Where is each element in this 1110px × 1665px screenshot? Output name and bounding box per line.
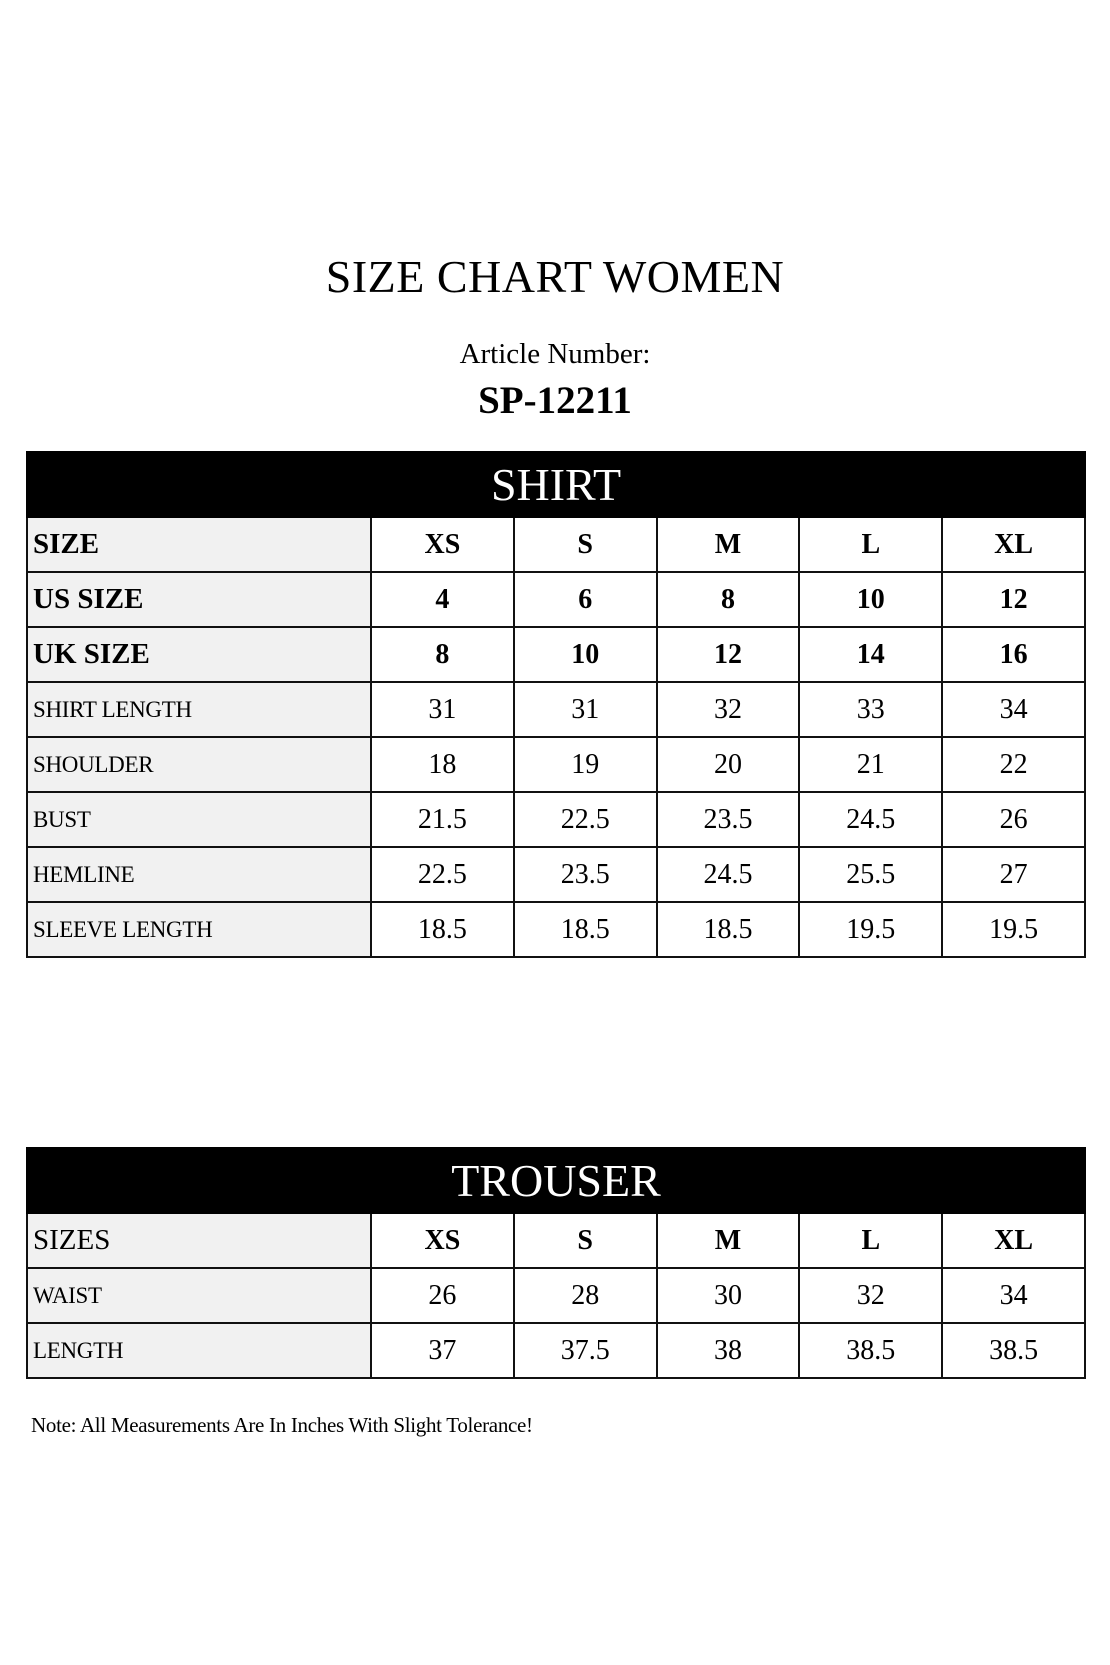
- measurement-cell: 23.5: [657, 792, 800, 847]
- measurement-label: SHIRT LENGTH: [27, 682, 371, 737]
- measurement-cell: 21.5: [371, 792, 514, 847]
- trouser-section-header: TROUSER: [27, 1148, 1085, 1213]
- measurement-cell: 32: [657, 682, 800, 737]
- us-size-row-label: US SIZE: [27, 572, 371, 627]
- measurement-cell: 31: [371, 682, 514, 737]
- measurement-cell: 37.5: [514, 1323, 657, 1378]
- measurement-cell: 31: [514, 682, 657, 737]
- table-row: [27, 517, 1085, 572]
- article-number-label: Article Number:: [459, 338, 651, 370]
- size-cell: XL: [942, 1213, 1085, 1268]
- table-row: [27, 682, 1085, 737]
- table-row: [27, 627, 1085, 682]
- table-row: [27, 1213, 1085, 1268]
- table-row: [27, 792, 1085, 847]
- us-size-cell: 4: [371, 572, 514, 627]
- measurement-label: BUST: [27, 792, 371, 847]
- size-cell: XL: [942, 517, 1085, 572]
- size-cell: M: [657, 1213, 800, 1268]
- measurement-cell: 24.5: [657, 847, 800, 902]
- measurement-cell: 18.5: [657, 902, 800, 957]
- table-row: [27, 902, 1085, 957]
- table-row: [27, 572, 1085, 627]
- table-row: [27, 847, 1085, 902]
- measurement-cell: 19.5: [942, 902, 1085, 957]
- uk-size-cell: 10: [514, 627, 657, 682]
- measurement-cell: 32: [799, 1268, 942, 1323]
- us-size-cell: 6: [514, 572, 657, 627]
- size-cell: S: [514, 1213, 657, 1268]
- measurement-label: SHOULDER: [27, 737, 371, 792]
- page-title: SIZE CHART WOMEN: [325, 251, 785, 302]
- measurement-cell: 20: [657, 737, 800, 792]
- uk-size-cell: 14: [799, 627, 942, 682]
- size-cell: S: [514, 517, 657, 572]
- size-cell: L: [799, 1213, 942, 1268]
- sizes-row-label: SIZES: [27, 1213, 371, 1268]
- uk-size-cell: 8: [371, 627, 514, 682]
- measurement-cell: 30: [657, 1268, 800, 1323]
- size-cell: XS: [371, 1213, 514, 1268]
- measurement-cell: 19: [514, 737, 657, 792]
- size-row-label: SIZE: [27, 517, 371, 572]
- size-cell: L: [799, 517, 942, 572]
- measurement-cell: 33: [799, 682, 942, 737]
- uk-size-cell: 16: [942, 627, 1085, 682]
- measurement-cell: 25.5: [799, 847, 942, 902]
- measurement-cell: 38.5: [799, 1323, 942, 1378]
- measurement-label: WAIST: [27, 1268, 371, 1323]
- table-row: [27, 1268, 1085, 1323]
- measurement-cell: 18.5: [371, 902, 514, 957]
- measurement-cell: 18: [371, 737, 514, 792]
- measurement-cell: 18.5: [514, 902, 657, 957]
- measurement-cell: 34: [942, 682, 1085, 737]
- measurement-label: SLEEVE LENGTH: [27, 902, 371, 957]
- measurement-cell: 21: [799, 737, 942, 792]
- measurement-cell: 19.5: [799, 902, 942, 957]
- measurement-cell: 38: [657, 1323, 800, 1378]
- measurement-cell: 26: [942, 792, 1085, 847]
- size-cell: M: [657, 517, 800, 572]
- table-row: [27, 1323, 1085, 1378]
- measurement-label: LENGTH: [27, 1323, 371, 1378]
- us-size-cell: 10: [799, 572, 942, 627]
- measurement-cell: 26: [371, 1268, 514, 1323]
- size-cell: XS: [371, 517, 514, 572]
- measurement-cell: 34: [942, 1268, 1085, 1323]
- table-row: [27, 737, 1085, 792]
- measurement-note: Note: All Measurements Are In Inches With Slight Tolerance!: [31, 1413, 533, 1437]
- us-size-cell: 8: [657, 572, 800, 627]
- measurement-cell: 22: [942, 737, 1085, 792]
- measurement-cell: 37: [371, 1323, 514, 1378]
- shirt-section-header: SHIRT: [27, 452, 1085, 517]
- measurement-cell: 38.5: [942, 1323, 1085, 1378]
- measurement-cell: 22.5: [371, 847, 514, 902]
- measurement-cell: 23.5: [514, 847, 657, 902]
- measurement-cell: 22.5: [514, 792, 657, 847]
- trouser-size-table: [26, 1147, 1086, 1379]
- shirt-size-table: [26, 451, 1086, 958]
- uk-size-row-label: UK SIZE: [27, 627, 371, 682]
- measurement-cell: 27: [942, 847, 1085, 902]
- uk-size-cell: 12: [657, 627, 800, 682]
- measurement-cell: 28: [514, 1268, 657, 1323]
- measurement-label: HEMLINE: [27, 847, 371, 902]
- us-size-cell: 12: [942, 572, 1085, 627]
- article-number: SP-12211: [478, 379, 632, 422]
- measurement-cell: 24.5: [799, 792, 942, 847]
